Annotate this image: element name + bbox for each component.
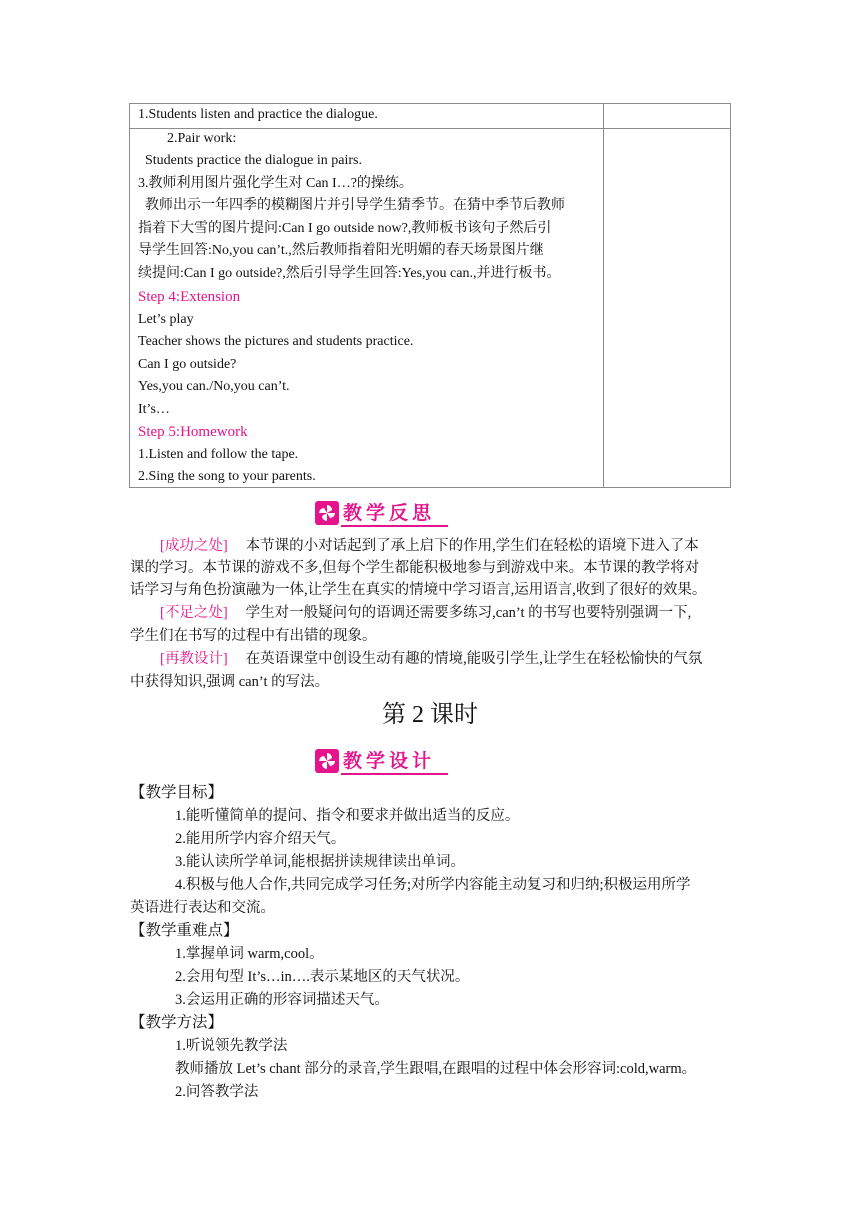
pinwheel-icon (315, 501, 339, 525)
key-point: 3.会运用正确的形容词描述天气。 (175, 992, 389, 1008)
key-point: 2.会用句型 It’s…in….表示某地区的天气状况。 (175, 969, 470, 985)
weak-text: 学生对一般疑问句的语调还需要多练习,can’t 的书写也要特别强调一下, (245, 605, 692, 621)
table-line: 3.教师利用图片强化学生对 Can I…?的操练。 (138, 176, 413, 191)
weak-paragraph-line (160, 602, 691, 624)
table-line: Can I go outside? (138, 357, 237, 372)
success-paragraph-line: 课的学习。本节课的游戏不多,但每个学生都能积极地参与到游戏中来。本节课的教学将对 (130, 560, 700, 576)
key-point: 1.掌握单词 warm,cool。 (175, 946, 324, 962)
design-banner (315, 748, 448, 776)
method-item: 1.听说领先教学法 (175, 1038, 288, 1054)
goal-item: 3.能认读所学单词,能根据拼读规律读出单词。 (175, 854, 465, 870)
goal-item: 4.积极与他人合作,共同完成学习任务;对所学内容能主动复习和归纳;积极运用所学 (175, 877, 691, 893)
table-row-1-text: 1.Students listen and practice the dialogue. (138, 107, 378, 122)
table-line: 导学生回答:No,you can’t.,然后教师指着阳光明媚的春天场景图片继 (138, 243, 544, 258)
table-line: 2.Sing the song to your parents. (138, 469, 316, 484)
redesign-paragraph-line (160, 648, 702, 670)
goal-item: 英语进行表达和交流。 (130, 900, 275, 916)
table-line: Teacher shows the pictures and students practice. (138, 334, 414, 349)
table-line: 指着下大雪的图片提问:Can I go outside now?,教师板书该句子然后引 (138, 221, 552, 236)
pinwheel-icon (315, 749, 339, 773)
table-line: 教师出示一年四季的模糊图片并引导学生猜季节。在猜中季节后教师 (145, 198, 565, 213)
table-line: 1.Listen and follow the tape. (138, 447, 299, 462)
step-heading: Step 4:Extension (138, 289, 241, 305)
lesson-title: 第 2 课时 (382, 702, 478, 728)
goal-item: 1.能听懂简单的提问、指令和要求并做出适当的反应。 (175, 808, 520, 824)
method-item: 教师播放 Let’s chant 部分的录音,学生跟唱,在跟唱的过程中体会形容词:cold,warm。 (175, 1061, 697, 1077)
design-banner-title: 教学设计 (343, 750, 436, 772)
method-heading: 【教学方法】 (130, 1014, 224, 1031)
table-line: It’s… (138, 402, 170, 417)
weak-label: [不足之处] (160, 605, 228, 621)
table-line: Yes,you can./No,you can’t. (138, 379, 290, 394)
reflection-banner (315, 500, 448, 528)
key-heading: 【教学重难点】 (130, 922, 239, 939)
success-paragraph-line (160, 535, 699, 557)
success-paragraph-line: 话学习与角色扮演融为一体,让学生在真实的情境中学习语言,运用语言,收到了很好的效果。 (130, 582, 707, 598)
step-heading: Step 5:Homework (138, 424, 248, 440)
redesign-label: [再教设计] (160, 651, 228, 667)
banner-underline (341, 525, 448, 527)
weak-paragraph-line: 学生们在书写的过程中有出错的现象。 (130, 628, 377, 644)
redesign-paragraph-line: 中获得知识,强调 can’t 的写法。 (130, 674, 330, 690)
goal-item: 2.能用所学内容介绍天气。 (175, 831, 346, 847)
reflection-banner-title: 教学反思 (343, 502, 436, 524)
success-label: [成功之处] (160, 538, 228, 554)
table-line: Students practice the dialogue in pairs. (145, 153, 362, 168)
table-line: Let’s play (138, 312, 194, 327)
success-text: 本节课的小对话起到了承上启下的作用,学生们在轻松的语境下进入了本 (245, 538, 699, 554)
goals-heading: 【教学目标】 (130, 784, 224, 801)
banner-underline (341, 773, 448, 775)
method-item: 2.问答教学法 (175, 1084, 259, 1100)
table-column-divider (603, 104, 604, 487)
table-line: 续提问:Can I go outside?,然后引导学生回答:Yes,you can.,并进行板书。 (138, 266, 561, 281)
table-line: 2.Pair work: (167, 131, 237, 146)
redesign-text: 在英语课堂中创设生动有趣的情境,能吸引学生,让学生在轻松愉快的气氛 (245, 651, 703, 667)
